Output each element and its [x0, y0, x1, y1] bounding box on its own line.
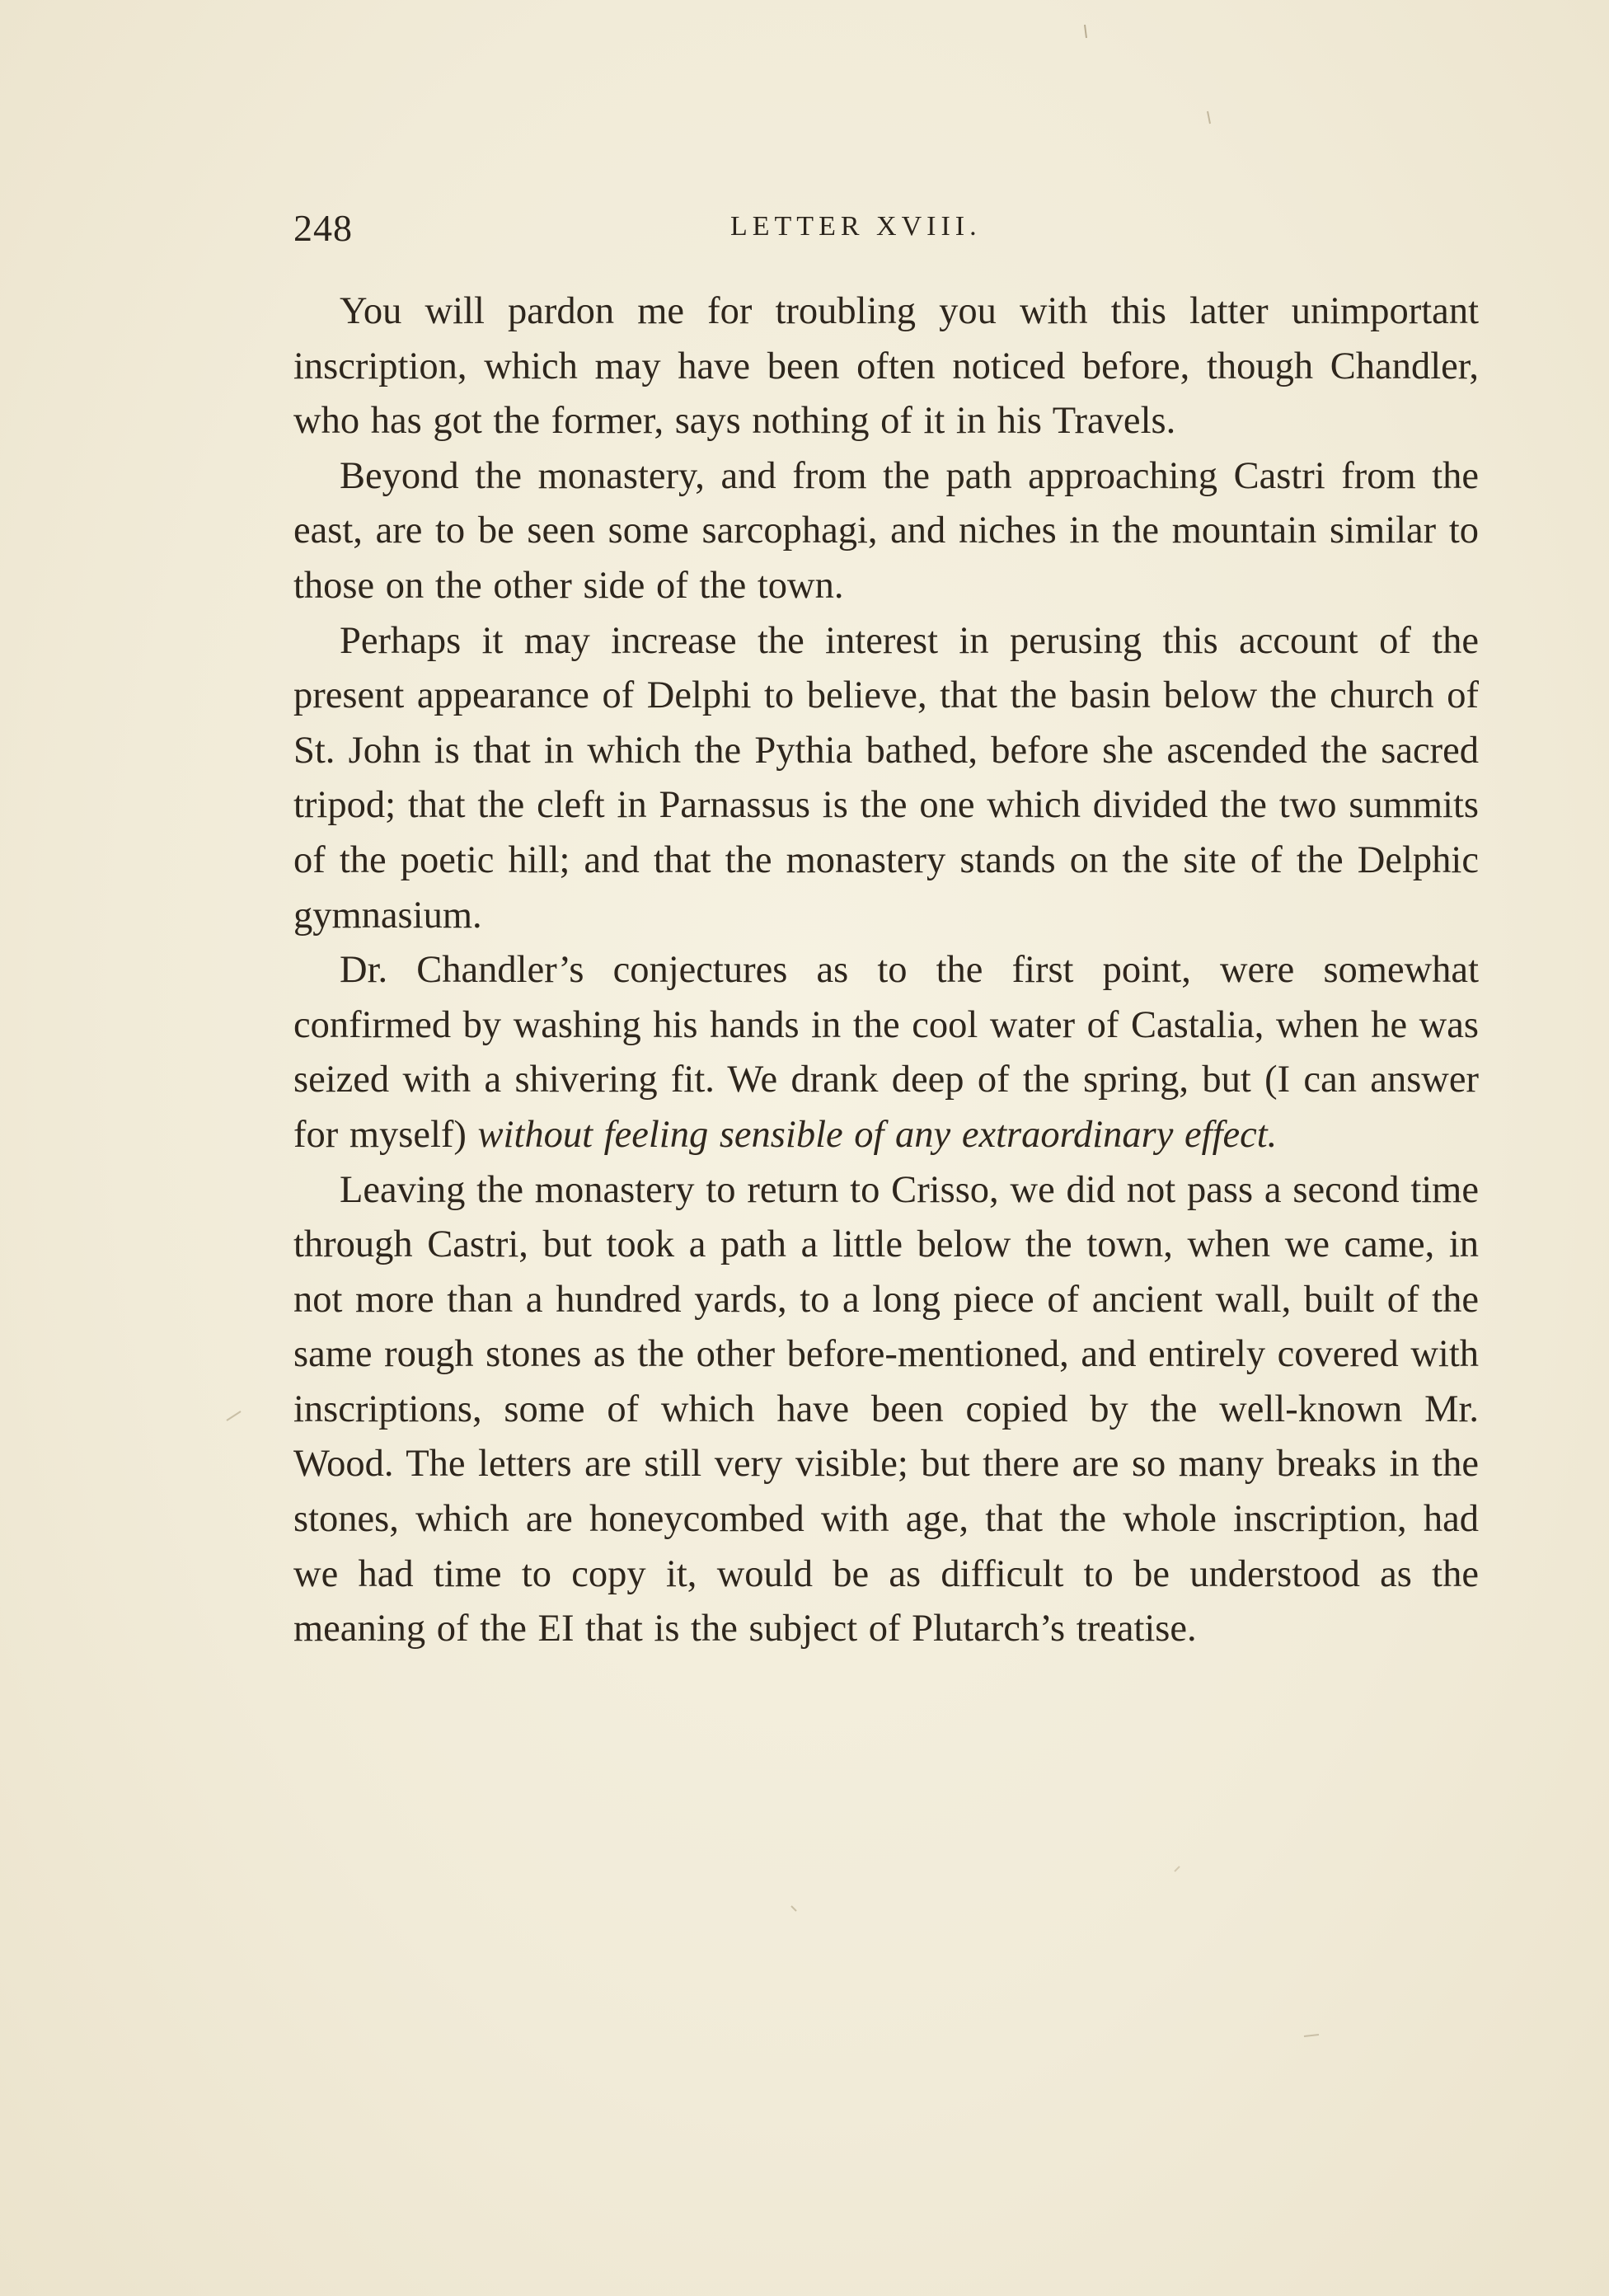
paragraph-text: Dr. Chandler’s conjectures as to the first point, were somewhat confirmed by washing his hands in the cool water of Castalia, when he was seized with a shivering fit. We drank deep of the spring, but (I can answer for myself) [293, 949, 1479, 1156]
speck [1085, 25, 1086, 38]
paragraph [293, 943, 1479, 1162]
paragraph-text: Leaving the monastery to return to Crisso, we did not pass a second time through Castri, but took a path a little below the town, when we came, in not more than a hundred yards, to a long piece of ancient wall, built of the same rough stones as the other before-mentioned, and entirely covered with inscriptions, some of which have been copied by the well-known Mr. Wood. The letters are still very visible; but there are so many breaks in the stones, which are honeycombed with age, that the whole inscription, had we had time to copy it, would be as difficult to be understood as the meaning of the EI that is the subject of Plutarch’s treatise. [293, 1168, 1479, 1650]
paragraph [293, 614, 1479, 944]
speck [1208, 111, 1210, 124]
paragraph-text: Perhaps it may increase the interest in perusing this account of the present appearance of Delphi to believe, that the basin below the church of St. John is that in which the Pythia bathed, before she ascended the sacred tripod; that the cleft in Parnassus is the one which divided the two summits of the poetic hill; and that the monastery stands on the site of the Delphic gymnasium. [293, 619, 1479, 937]
page-number: 248 [293, 207, 353, 249]
paragraph [293, 1163, 1479, 1657]
page-header [293, 206, 1479, 256]
speck [791, 1906, 796, 1911]
speck [1304, 2035, 1319, 2036]
paragraph-text: Beyond the monastery, and from the path approaching Castri from the east, are to be seen some sarcophagi, and niches in the mountain similar to those on the other side of the town. [293, 454, 1479, 607]
speck [227, 1411, 241, 1420]
speck [1175, 1866, 1180, 1871]
italic-phrase: without feeling sensible of any extraordinary effect. [477, 1113, 1278, 1156]
paragraph [293, 449, 1479, 614]
paragraph [293, 284, 1479, 449]
paragraph-text: You will pardon me for troubling you with this latter unimportant inscription, which may have been often noticed before, though Chandler, who has got the former, says nothing of it in his Travels. [293, 290, 1479, 443]
body-text [293, 284, 1479, 1657]
running-head: LETTER XVIII. [730, 211, 982, 242]
